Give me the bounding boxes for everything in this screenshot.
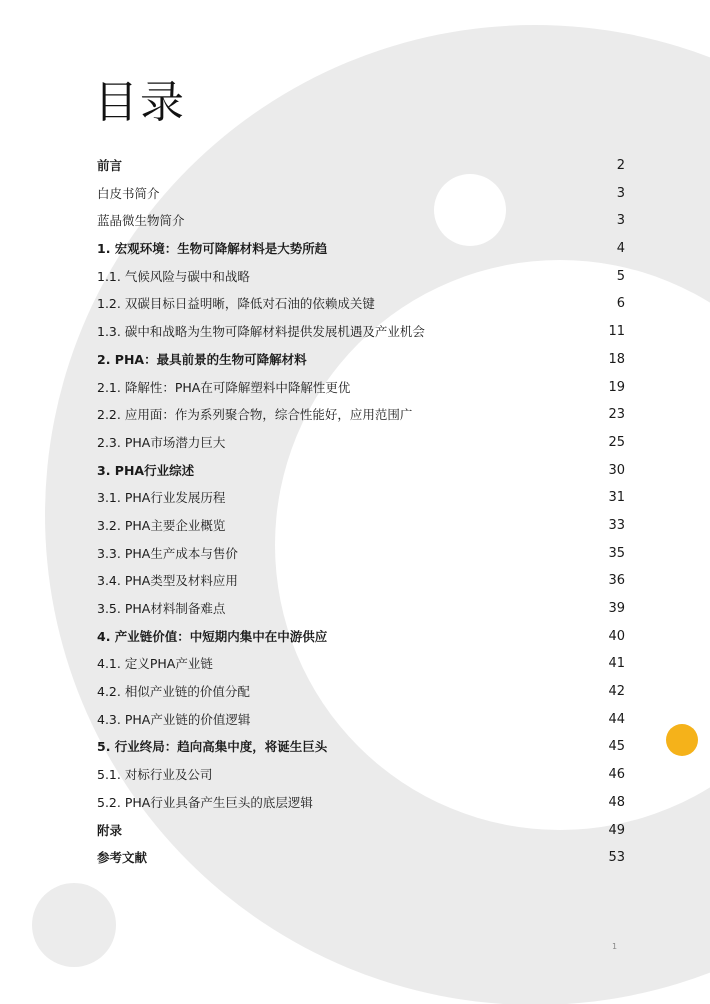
- toc-entry-page: 48: [608, 794, 625, 810]
- toc-entry-page: 6: [616, 296, 625, 312]
- toc-entry-page: 45: [608, 739, 625, 755]
- toc-entry-label: 白皮书简介: [97, 185, 160, 201]
- toc-entry-label: 5. 行业终局：趋向高集中度，将诞生巨头: [97, 739, 328, 755]
- page-title: 目录: [94, 77, 186, 128]
- toc-entry-label: 1. 宏观环境：生物可降解材料是大势所趋: [97, 241, 328, 257]
- toc-entry-page: 35: [608, 545, 625, 561]
- toc-entry[interactable]: [97, 180, 627, 208]
- toc-entry-page: 44: [608, 711, 625, 727]
- toc-entry-page: 36: [608, 573, 625, 589]
- toc-entry[interactable]: [97, 263, 627, 291]
- toc-entry-page: 4: [616, 241, 625, 257]
- toc-entry[interactable]: [97, 290, 627, 318]
- toc-entry-label: 4.1. 定义PHA产业链: [97, 656, 213, 672]
- toc-entry[interactable]: [97, 844, 627, 872]
- toc-entry-page: 25: [608, 434, 625, 450]
- toc-entry-page: 18: [608, 351, 625, 367]
- toc-entry-page: 39: [608, 601, 625, 616]
- toc-entry-page: 33: [608, 517, 625, 533]
- toc-entry-label: 3.5. PHA材料制备难点: [97, 601, 226, 616]
- toc-entry-label: 3.3. PHA生产成本与售价: [97, 545, 238, 561]
- toc-entry-label: 3.2. PHA主要企业概览: [97, 517, 226, 533]
- toc-entry[interactable]: [97, 650, 627, 678]
- toc-entry-page: 2: [616, 158, 625, 173]
- toc-entry-label: 1.2. 双碳目标日益明晰，降低对石油的依赖成关键: [97, 296, 375, 312]
- toc-entry-label: 附录: [97, 822, 123, 838]
- toc-entry-label: 蓝晶微生物简介: [97, 213, 185, 229]
- toc-entry-label: 5.2. PHA行业具备产生巨头的底层逻辑: [97, 794, 313, 810]
- toc-entry-label: 1.1. 气候风险与碳中和战略: [97, 268, 250, 284]
- toc-entry-label: 参考文献: [97, 850, 148, 866]
- toc-entry-page: 23: [608, 407, 625, 423]
- toc-entry-label: 3.1. PHA行业发展历程: [97, 490, 226, 506]
- toc-entry[interactable]: [97, 512, 627, 540]
- orange-accent-dot: [666, 724, 698, 756]
- toc-entry[interactable]: [97, 374, 627, 402]
- toc-entry-label: 2.1. 降解性：PHA在可降解塑料中降解性更优: [97, 379, 351, 395]
- toc-entry-label: 4.3. PHA产业链的价值逻辑: [97, 711, 251, 727]
- toc-entry[interactable]: [97, 457, 627, 485]
- toc-entry-page: 3: [616, 185, 625, 201]
- toc-entry-label: 2.2. 应用面：作为系列聚合物，综合性能好，应用范围广: [97, 407, 413, 423]
- table-of-contents: [97, 152, 627, 872]
- toc-entry[interactable]: [97, 595, 627, 623]
- toc-entry-label: 2. PHA：最具前景的生物可降解材料: [97, 351, 307, 367]
- toc-entry-page: 53: [608, 850, 625, 866]
- page-number: 1: [612, 942, 618, 951]
- toc-entry-page: 46: [608, 767, 625, 783]
- toc-entry[interactable]: [97, 789, 627, 817]
- toc-entry-label: 1.3. 碳中和战略为生物可降解材料提供发展机遇及产业机会: [97, 324, 425, 340]
- toc-entry-page: 40: [608, 628, 625, 644]
- toc-entry-label: 2.3. PHA市场潜力巨大: [97, 434, 226, 450]
- toc-entry[interactable]: [97, 678, 627, 706]
- toc-entry[interactable]: [97, 152, 627, 180]
- toc-entry[interactable]: [97, 623, 627, 651]
- toc-entry-label: 前言: [97, 158, 123, 173]
- toc-entry[interactable]: [97, 235, 627, 263]
- toc-entry[interactable]: [97, 733, 627, 761]
- toc-entry-page: 11: [608, 324, 625, 340]
- toc-entry[interactable]: [97, 207, 627, 235]
- toc-entry-page: 5: [616, 268, 625, 284]
- toc-entry-label: 4.2. 相似产业链的价值分配: [97, 684, 250, 700]
- toc-entry-page: 3: [616, 213, 625, 229]
- toc-entry[interactable]: [97, 761, 627, 789]
- toc-entry[interactable]: [97, 429, 627, 457]
- toc-entry-page: 30: [608, 462, 625, 478]
- toc-entry-page: 31: [608, 490, 625, 506]
- toc-entry-label: 4. 产业链价值：中短期内集中在中游供应: [97, 628, 328, 644]
- toc-entry[interactable]: [97, 346, 627, 374]
- toc-entry[interactable]: [97, 540, 627, 568]
- toc-entry-page: 49: [608, 822, 625, 838]
- toc-entry[interactable]: [97, 484, 627, 512]
- toc-entry-page: 41: [608, 656, 625, 672]
- toc-entry[interactable]: [97, 706, 627, 734]
- toc-entry-label: 5.1. 对标行业及公司: [97, 767, 213, 783]
- toc-entry[interactable]: [97, 817, 627, 845]
- toc-entry[interactable]: [97, 401, 627, 429]
- toc-entry-label: 3. PHA行业综述: [97, 462, 195, 478]
- toc-entry-page: 19: [608, 379, 625, 395]
- toc-entry[interactable]: [97, 567, 627, 595]
- bottom-left-gray-circle: [32, 883, 116, 967]
- toc-entry-page: 42: [608, 684, 625, 700]
- toc-entry-label: 3.4. PHA类型及材料应用: [97, 573, 238, 589]
- toc-entry[interactable]: [97, 318, 627, 346]
